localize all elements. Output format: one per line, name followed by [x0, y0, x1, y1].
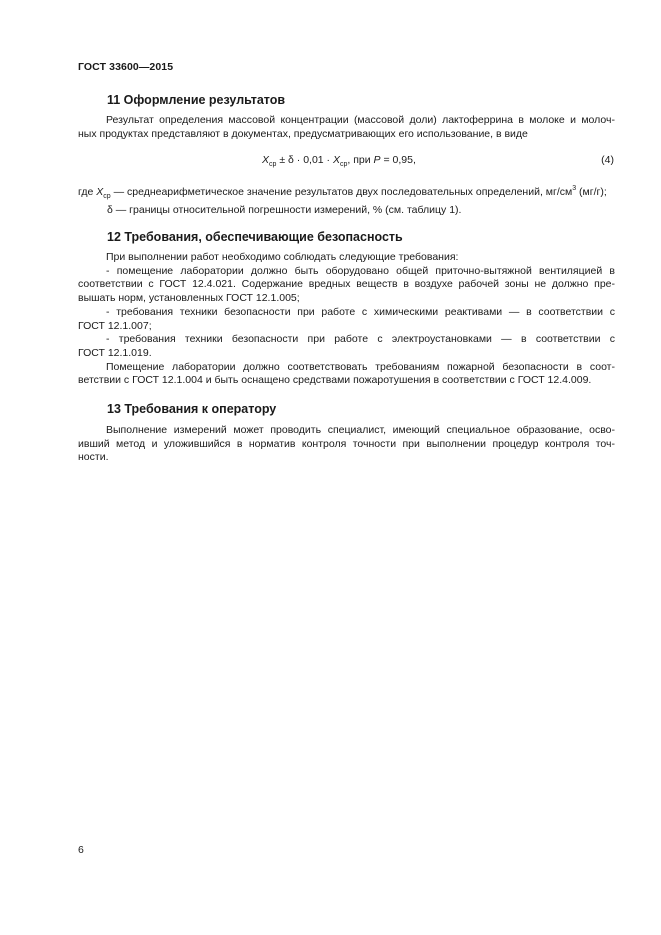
- paragraph-line: ности.: [78, 451, 109, 464]
- where-subscript: ср: [103, 193, 111, 200]
- where-prefix: где: [78, 186, 97, 198]
- paragraph-line: Помещение лаборатории должно соответствовать требованиям пожарной безопасности в соот-: [106, 360, 615, 373]
- where-description: — среднеарифметическое значение результатов двух последовательных определений, мг/см: [110, 186, 573, 198]
- paragraph-line: При выполнении работ необходимо соблюдать следующие требования:: [106, 251, 459, 263]
- paragraph-line: Выполнение измерений может проводить специалист, имеющий специальное образование, осво-: [106, 424, 615, 436]
- formula-var-p: P: [373, 154, 381, 166]
- formula-operators: ± δ · 0,01 ·: [276, 154, 333, 166]
- where-var-x: X: [96, 186, 104, 198]
- paragraph-line: - помещение лаборатории должно быть оборудовано общей приточно-вытяжной вентиляцией в: [106, 264, 615, 277]
- paragraph-line: Результат определения массовой концентрации (массовой доли) лактоферрина в молоке и молоч-: [106, 114, 615, 126]
- paragraph-line: ГОСТ 12.1.007;: [78, 319, 152, 332]
- section-11-title: 11 Оформление результатов: [107, 93, 286, 107]
- delta-line: δ — границы относительной погрешности измерений, % (см. таблицу 1).: [107, 203, 462, 216]
- where-unit: (мг/г);: [576, 186, 607, 198]
- paragraph-line: - требования техники безопасности при работе с электроустановками — в соответствии с: [106, 333, 615, 346]
- section-11-intro: [78, 114, 615, 141]
- formula-condition-value: = 0,95,: [380, 154, 416, 166]
- paragraph-line: ных продуктах представляют в документах, предусматривающих его использование, в виде: [78, 127, 528, 140]
- section-11-where: [78, 182, 615, 217]
- where-superscript: 3: [572, 185, 577, 192]
- paragraph-line: ГОСТ 12.1.019.: [78, 346, 152, 359]
- formula-expression: [262, 154, 416, 168]
- paragraph-line: ивший метод и уложившийся в норматив контроля точности при выполнении процедур контроля точ-: [78, 437, 615, 450]
- paragraph-line: ветствии с ГОСТ 12.1.004 и быть оснащено средствами пожаротушения в соответствии с ГОСТ 12.4.009.: [78, 374, 592, 387]
- paragraph-line: вышать норм, установленных ГОСТ 12.1.005;: [78, 292, 300, 305]
- formula-number: (4): [601, 154, 614, 166]
- standard-header: ГОСТ 33600—2015: [78, 61, 174, 73]
- page-number: 6: [78, 844, 84, 856]
- formula-subscript: ср: [269, 161, 277, 168]
- formula-var-x: X: [262, 154, 270, 166]
- formula-var-x: X: [332, 154, 340, 166]
- paragraph-line: соответствии с ГОСТ 12.4.021. Содержание вредных веществ в воздухе рабочей зоны не должно пре-: [78, 278, 615, 291]
- section-12-title: 12 Требования, обеспечивающие безопасность: [107, 230, 403, 244]
- section-13-title: 13 Требования к оператору: [107, 402, 277, 416]
- paragraph-line: - требования техники безопасности при работе с химическими реактивами — в соответствии с: [106, 305, 615, 318]
- formula-condition-prefix: , при: [347, 154, 374, 166]
- where-line: [78, 182, 615, 204]
- section-13-body: [78, 424, 615, 465]
- formula-subscript: ср: [339, 161, 348, 168]
- section-12-body: [78, 251, 615, 388]
- formula-4: [78, 154, 615, 168]
